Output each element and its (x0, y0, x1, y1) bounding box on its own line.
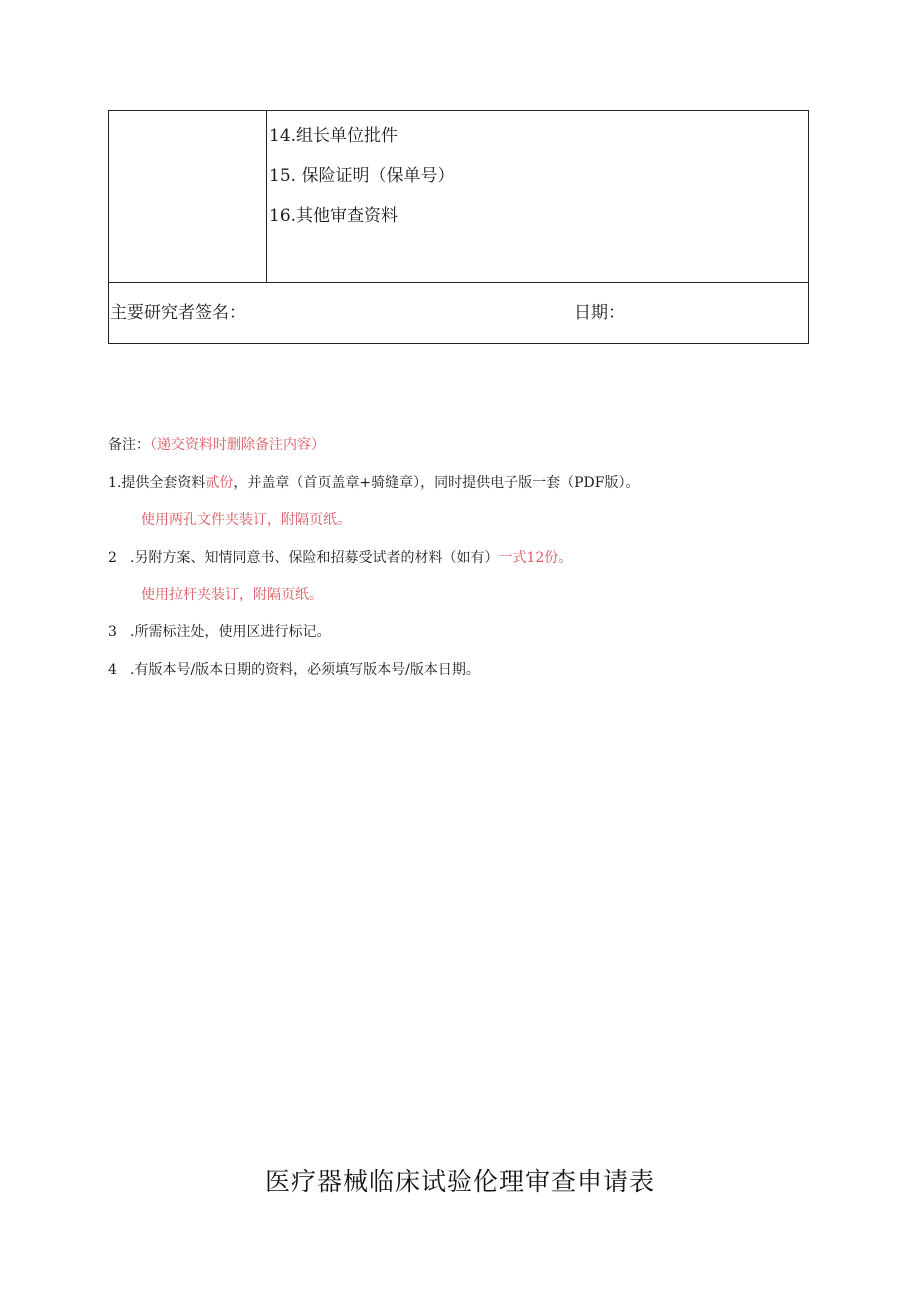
note-number-4: 4 (108, 662, 117, 678)
note-1-red-text: 贰份 (205, 475, 234, 491)
notes-heading-label: 备注： (108, 437, 150, 453)
date-label: 日期： (574, 303, 625, 323)
notes-heading-hint: （递交资料时删除备注内容） (150, 437, 325, 453)
note-number-1: 1. (108, 475, 122, 491)
notes-heading (108, 436, 325, 454)
material-item-14: 14.组长单位批件 (269, 126, 399, 146)
note-2-text: .另附方案、知情同意书、保险和招募受试者的材料（如有） (130, 550, 499, 566)
note-item-2 (108, 549, 572, 567)
note-number-3: 3 (108, 624, 117, 640)
material-item-15: 15. 保险证明（保单号） (269, 166, 455, 186)
note-item-1 (108, 474, 639, 492)
note-item-4 (108, 661, 480, 679)
note-4-text: .有版本号/版本日期的资料，必须填写版本号/版本日期。 (130, 662, 480, 678)
pi-signature-label: 主要研究者签名： (110, 303, 246, 323)
materials-list-cell (267, 111, 808, 282)
signature-row (109, 283, 808, 343)
note-1-sub-instruction: 使用两孔文件夹装订，附隔页纸。 (141, 512, 351, 528)
document-title: 医疗器械临床试验伦理审查申请表 (264, 1167, 655, 1196)
note-3-text: .所需标注处，使用区进行标记。 (130, 624, 331, 640)
note-2-red-text: 一式12份。 (498, 550, 573, 566)
note-number-2: 2 (108, 550, 117, 566)
materials-row (109, 111, 808, 283)
material-item-16: 16.其他审查资料 (269, 206, 399, 226)
note-2-sub-instruction: 使用拉杆夹装订，附隔页纸。 (141, 587, 323, 603)
note-item-3 (108, 623, 330, 641)
application-form-table (108, 110, 809, 344)
note-1-text-before: 提供全套资料 (121, 475, 206, 491)
note-1-text-after: ，并盖章（首页盖章+骑缝章），同时提供电子版一套（PDF版）。 (233, 475, 640, 491)
materials-label-cell (109, 111, 267, 282)
